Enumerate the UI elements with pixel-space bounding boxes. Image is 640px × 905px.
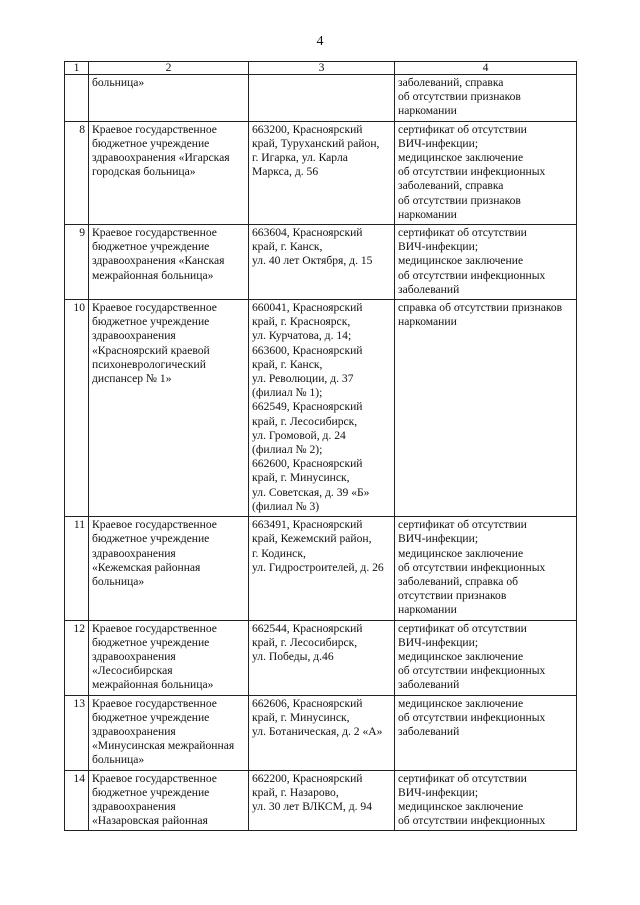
required-documents: сертификат об отсутствии ВИЧ-инфекции; медицинское заключение об отсутствии инфекционных: [395, 770, 577, 831]
institution-address: [249, 75, 395, 122]
page-number: 4: [316, 34, 324, 49]
institution-address: 663604, Красноярский край, г. Канск, ул. 40 лет Октября, д. 15: [249, 225, 395, 300]
institution-name: Краевое государственное бюджетное учреждение здравоохранения «Лесосибирская межрайонная больница»: [89, 620, 249, 695]
required-documents: медицинское заключение об отсутствии инфекционных заболеваний: [395, 695, 577, 770]
row-number: 10: [65, 300, 89, 517]
table-row: [65, 517, 577, 620]
institution-name: Краевое государственное бюджетное учреждение здравоохранения «Канская межрайонная больница»: [89, 225, 249, 300]
institution-name: Краевое государственное бюджетное учреждение здравоохранения «Назаровская районная: [89, 770, 249, 831]
table-row: [65, 620, 577, 695]
institutions-table: [64, 61, 577, 831]
row-number: 12: [65, 620, 89, 695]
row-number: 14: [65, 770, 89, 831]
table-row: [65, 695, 577, 770]
table-row: [65, 121, 577, 224]
table-row: [65, 300, 577, 517]
institution-name: больница»: [89, 75, 249, 122]
table-row: [65, 225, 577, 300]
row-number: 9: [65, 225, 89, 300]
institution-address: 662606, Красноярский край, г. Минусинск, ул. Ботаническая, д. 2 «А»: [249, 695, 395, 770]
required-documents: справка об отсутствии признаков наркомании: [395, 300, 577, 517]
institution-name: Краевое государственное бюджетное учреждение здравоохранения «Минусинская межрайонная больница»: [89, 695, 249, 770]
institution-address: 662200, Красноярский край, г. Назарово, ул. 30 лет ВЛКСМ, д. 94: [249, 770, 395, 831]
table-row: [65, 75, 577, 122]
institution-address: 663200, Красноярский край, Туруханский район, г. Игарка, ул. Карла Маркса, д. 56: [249, 121, 395, 224]
institution-address: 663491, Красноярский край, Кежемский район, г. Кодинск, ул. Гидростроителей, д. 26: [249, 517, 395, 620]
institution-name: Краевое государственное бюджетное учреждение здравоохранения «Игарская городская больница»: [89, 121, 249, 224]
table-header-row: [65, 62, 577, 75]
required-documents: сертификат об отсутствии ВИЧ-инфекции; медицинское заключение об отсутствии инфекционных заболеваний: [395, 620, 577, 695]
institution-name: Краевое государственное бюджетное учреждение здравоохранения «Кежемская районная больница»: [89, 517, 249, 620]
required-documents: заболеваний, справка об отсутствии признаков наркомании: [395, 75, 577, 122]
row-number: 8: [65, 121, 89, 224]
column-header-3: 3: [249, 62, 395, 75]
institution-address: 660041, Красноярский край, г. Красноярск, ул. Курчатова, д. 14; 663600, Красноярский край, г. Канск, ул. Революции, д. 37 (филиал № 1); 662549, Красноярский край, г. Лесосибирск, ул. Громовой, д. 24 (филиал № 2); 662600, Красноярский край, г. Минусинск, ул. Советская, д. 39 «Б» (филиал № 3): [249, 300, 395, 517]
institution-address: 662544, Красноярский край, г. Лесосибирск, ул. Победы, д.46: [249, 620, 395, 695]
institution-name: Краевое государственное бюджетное учреждение здравоохранения «Красноярский краевой психоневрологический диспансер № 1»: [89, 300, 249, 517]
column-header-1: 1: [65, 62, 89, 75]
required-documents: сертификат об отсутствии ВИЧ-инфекции; медицинское заключение об отсутствии инфекционных заболеваний, справка об отсутствии признаков наркомании: [395, 121, 577, 224]
row-number: 11: [65, 517, 89, 620]
required-documents: сертификат об отсутствии ВИЧ-инфекции; медицинское заключение об отсутствии инфекционных заболеваний, справка об отсутствии признаков наркомании: [395, 517, 577, 620]
required-documents: сертификат об отсутствии ВИЧ-инфекции; медицинское заключение об отсутствии инфекционных заболеваний: [395, 225, 577, 300]
column-header-2: 2: [89, 62, 249, 75]
row-number: 13: [65, 695, 89, 770]
row-number: [65, 75, 89, 122]
table-row: [65, 770, 577, 831]
column-header-4: 4: [395, 62, 577, 75]
